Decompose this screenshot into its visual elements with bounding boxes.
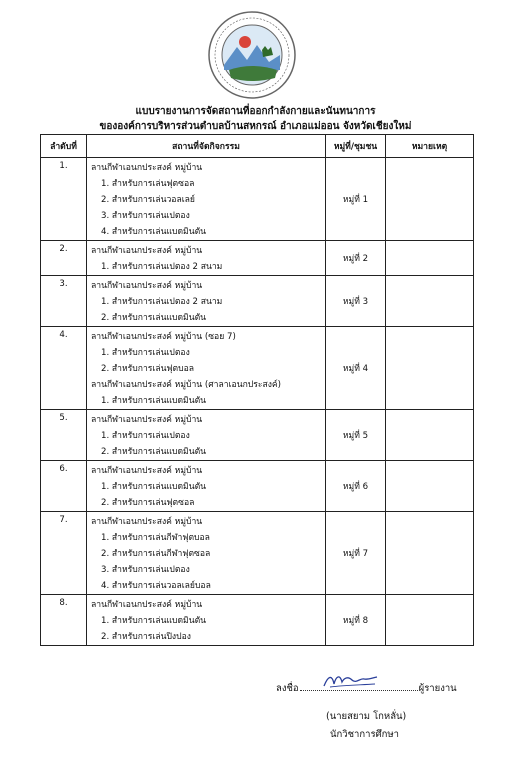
table-row xyxy=(41,461,474,512)
column-header-number: ลำดับที่ xyxy=(41,135,87,158)
activity-item: 1. สำหรับการเล่นเปตอง xyxy=(101,431,190,441)
venue-name: ลานกีฬาเอนกประสงค์ หมู่บ้าน xyxy=(91,600,203,610)
signature-prefix: ลงชื่อ xyxy=(276,683,299,694)
remarks-cell xyxy=(386,276,474,327)
activity-item: 1. สำหรับการเล่นเปตอง xyxy=(101,348,190,358)
activity-place-cell xyxy=(87,461,326,512)
activity-item: 4. สำหรับการเล่นแบดมินตัน xyxy=(101,227,207,237)
column-header-activity-place: สถานที่จัดกิจกรรม xyxy=(87,135,326,158)
village-cell: หมู่ที่ 2 xyxy=(326,241,386,276)
organization-seal-icon xyxy=(207,10,297,100)
village-cell: หมู่ที่ 8 xyxy=(326,595,386,646)
activity-item: 1. สำหรับการเล่นเปตอง 2 สนาม xyxy=(101,262,223,272)
venue-name: ลานกีฬาเอนกประสงค์ หมู่บ้าน xyxy=(91,163,203,173)
activity-item: 1. สำหรับการเล่นแบดมินตัน xyxy=(101,616,207,626)
activity-place-cell xyxy=(87,595,326,646)
activity-item: 2. สำหรับการเล่นฟุตซอล xyxy=(101,498,195,508)
remarks-cell xyxy=(386,241,474,276)
activity-item: 3. สำหรับการเล่นเปตอง xyxy=(101,565,190,575)
activity-place-cell xyxy=(87,410,326,461)
activity-item: 2. สำหรับการเล่นแบดมินตัน xyxy=(101,313,207,323)
signer-position: นักวิชาการศึกษา xyxy=(330,729,399,740)
handwritten-signature xyxy=(320,670,380,692)
activity-place-cell xyxy=(87,512,326,595)
table-row xyxy=(41,327,474,410)
table-body xyxy=(41,158,474,646)
remarks-cell xyxy=(386,327,474,410)
row-number: 7. xyxy=(41,512,87,595)
table-row xyxy=(41,410,474,461)
activity-place-cell xyxy=(87,327,326,410)
report-title: แบบรายงานการจัดสถานที่ออกกำลังกายและนันทนาการ xyxy=(135,106,376,117)
table-header-row xyxy=(41,135,474,158)
row-number: 4. xyxy=(41,327,87,410)
table-row xyxy=(41,595,474,646)
row-number: 5. xyxy=(41,410,87,461)
remarks-cell xyxy=(386,461,474,512)
venue-name: ลานกีฬาเอนกประสงค์ หมู่บ้าน xyxy=(91,517,203,527)
remarks-cell xyxy=(386,512,474,595)
row-number: 2. xyxy=(41,241,87,276)
activity-item: 2. สำหรับการเล่นวอลเลย์ xyxy=(101,195,195,205)
table-row xyxy=(41,512,474,595)
remarks-cell xyxy=(386,595,474,646)
venue-name: ลานกีฬาเอนกประสงค์ หมู่บ้าน xyxy=(91,415,203,425)
activity-place-cell xyxy=(87,241,326,276)
row-number: 6. xyxy=(41,461,87,512)
village-cell: หมู่ที่ 1 xyxy=(326,158,386,241)
row-number: 1. xyxy=(41,158,87,241)
activity-item: 1. สำหรับการเล่นฟุตซอล xyxy=(101,179,195,189)
venue-name: ลานกีฬาเอนกประสงค์ หมู่บ้าน (ศาลาเอนกประสงค์) xyxy=(91,380,282,390)
activity-item: 2. สำหรับการเล่นแบดมินตัน xyxy=(101,447,207,457)
village-cell: หมู่ที่ 5 xyxy=(326,410,386,461)
village-cell: หมู่ที่ 7 xyxy=(326,512,386,595)
venue-name: ลานกีฬาเอนกประสงค์ หมู่บ้าน (ซอย 7) xyxy=(91,332,236,342)
village-cell: หมู่ที่ 6 xyxy=(326,461,386,512)
activity-place-cell xyxy=(87,276,326,327)
table-row xyxy=(41,241,474,276)
column-header-remarks: หมายเหตุ xyxy=(386,135,474,158)
activity-item: 1. สำหรับการเล่นแบดมินตัน xyxy=(101,482,207,492)
venue-name: ลานกีฬาเอนกประสงค์ หมู่บ้าน xyxy=(91,466,203,476)
venue-name: ลานกีฬาเอนกประสงค์ หมู่บ้าน xyxy=(91,246,203,256)
activity-item: 1. สำหรับการเล่นเปตอง 2 สนาม xyxy=(101,297,223,307)
remarks-cell xyxy=(386,158,474,241)
venue-name: ลานกีฬาเอนกประสงค์ หมู่บ้าน xyxy=(91,281,203,291)
activity-item: 3. สำหรับการเล่นเปตอง xyxy=(101,211,190,221)
activity-item: 2. สำหรับการเล่นกีฬาฟุตซอล xyxy=(101,549,211,559)
column-header-village: หมู่ที่/ชุมชน xyxy=(326,135,386,158)
activity-item: 1. สำหรับการเล่นกีฬาฟุตบอล xyxy=(101,533,210,543)
table-row xyxy=(41,276,474,327)
activity-item: 2. สำหรับการเล่นปิงปอง xyxy=(101,632,191,642)
table-row xyxy=(41,158,474,241)
organization-logo xyxy=(207,10,297,100)
remarks-cell xyxy=(386,410,474,461)
signature-suffix: ผู้รายงาน xyxy=(418,683,457,694)
village-cell: หมู่ที่ 3 xyxy=(326,276,386,327)
activity-item: 1. สำหรับการเล่นแบดมินตัน xyxy=(101,396,207,406)
activity-item: 4. สำหรับการเล่นวอลเลย์บอล xyxy=(101,581,211,591)
row-number: 3. xyxy=(41,276,87,327)
activity-place-cell xyxy=(87,158,326,241)
signer-name: (นายสยาม โกหลั่น) xyxy=(326,711,407,722)
village-cell: หมู่ที่ 4 xyxy=(326,327,386,410)
row-number: 8. xyxy=(41,595,87,646)
activity-item: 2. สำหรับการเล่นฟุตบอล xyxy=(101,364,195,374)
venues-table xyxy=(40,134,474,646)
report-subtitle: ขององค์การบริหารส่วนตำบลบ้านสหกรณ์ อำเภอแม่ออน จังหวัดเชียงใหม่ xyxy=(99,121,412,132)
